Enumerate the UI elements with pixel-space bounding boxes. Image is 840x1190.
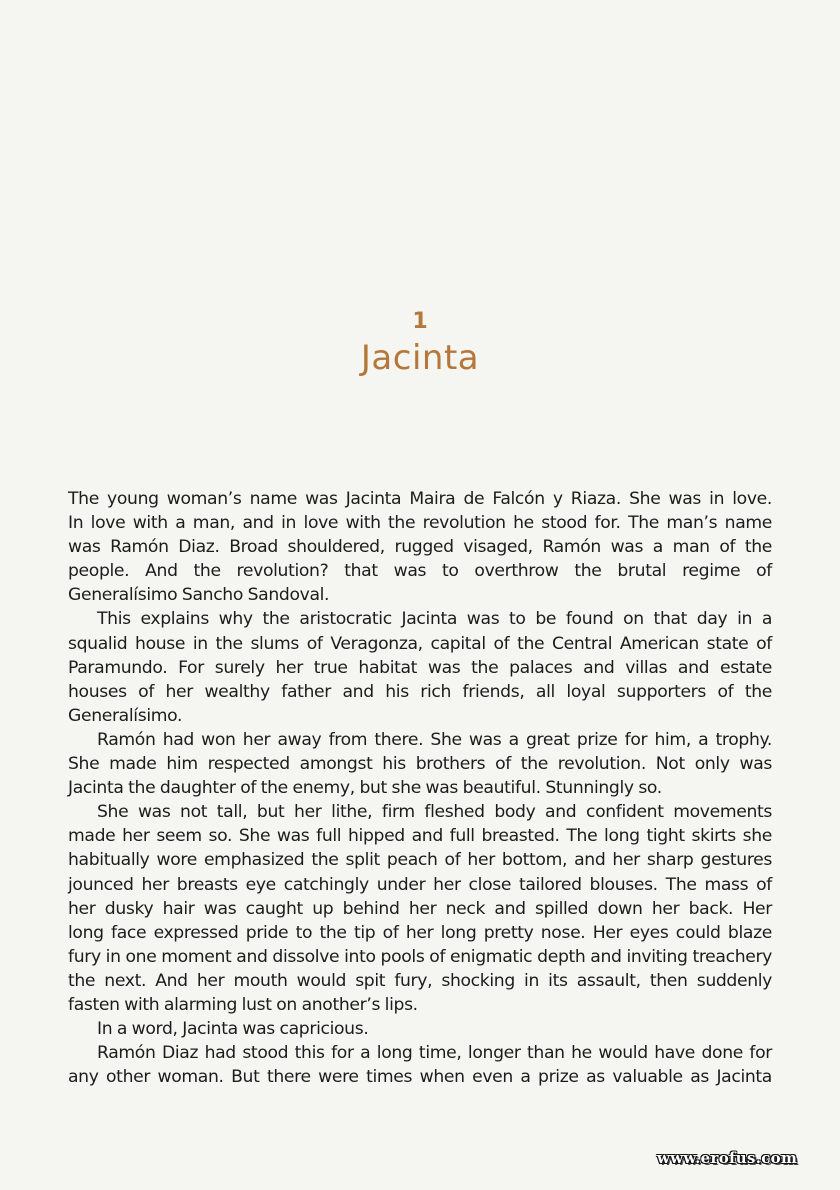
text-line: jounced her breasts eye catchingly under her close tailored blouses. The mass of xyxy=(68,874,772,895)
text-line: fasten with alarming lust on another’s lips. xyxy=(68,994,418,1015)
text-line: Ramón Diaz had stood this for a long time, longer than he would have done for xyxy=(97,1043,772,1064)
text-line: Paramundo. For surely her true habitat was the palaces and villas and estate xyxy=(68,657,772,678)
paragraph xyxy=(68,1041,772,1089)
text-line: She made him respected amongst his brothers of the revolution. Not only was xyxy=(68,754,772,775)
text-line: made her seem so. She was full hipped and full breasted. The long tight skirts she xyxy=(68,826,772,847)
text-line: the next. And her mouth would spit fury, shocking in its assault, then suddenly xyxy=(68,970,772,991)
text-line: fury in one moment and dissolve into pools of enigmatic depth and inviting treachery xyxy=(68,946,772,967)
text-line: habitually wore emphasized the split peach of her bottom, and her sharp gestures xyxy=(68,850,772,871)
text-line: Generalísimo. xyxy=(68,705,183,726)
chapter-title: Jacinta xyxy=(360,338,480,378)
text-line: Generalísimo Sancho Sandoval. xyxy=(68,585,330,606)
text-line: Jacinta the daughter of the enemy, but she was beautiful. Stunningly so. xyxy=(68,778,662,799)
text-line: houses of her wealthy father and his rich friends, all loyal supporters of the xyxy=(68,681,772,702)
paragraph xyxy=(68,487,772,607)
watermark: www.erofus.com xyxy=(657,1149,798,1167)
chapter-body xyxy=(68,487,772,1089)
paragraph xyxy=(68,607,772,727)
text-line: In a word, Jacinta was capricious. xyxy=(97,1019,369,1040)
text-line: any other woman. But there were times when even a prize as valuable as Jacinta xyxy=(68,1067,772,1088)
chapter-number: 1 xyxy=(412,309,428,334)
text-line: squalid house in the slums of Veragonza, capital of the Central American state of xyxy=(68,633,772,654)
text-line: This explains why the aristocratic Jacinta was to be found on that day in a xyxy=(97,609,772,630)
text-line: In love with a man, and in love with the revolution he stood for. The man’s name xyxy=(68,513,772,534)
text-line: Ramón had won her away from there. She was a great prize for him, a trophy. xyxy=(97,729,772,750)
text-line: The young woman’s name was Jacinta Maira de Falcón y Riaza. She was in love. xyxy=(68,489,772,509)
text-line: her dusky hair was caught up behind her neck and spilled down her back. Her xyxy=(68,898,772,919)
paragraph xyxy=(68,728,772,800)
paragraph xyxy=(68,800,772,1017)
text-line: She was not tall, but her lithe, firm fleshed body and confident movements xyxy=(97,802,772,823)
paragraph xyxy=(68,1017,772,1041)
text-line: was Ramón Diaz. Broad shouldered, rugged visaged, Ramón was a man of the xyxy=(68,537,772,558)
text-line: people. And the revolution? that was to overthrow the brutal regime of xyxy=(68,561,772,582)
text-line: long face expressed pride to the tip of her long pretty nose. Her eyes could blaze xyxy=(68,922,772,943)
